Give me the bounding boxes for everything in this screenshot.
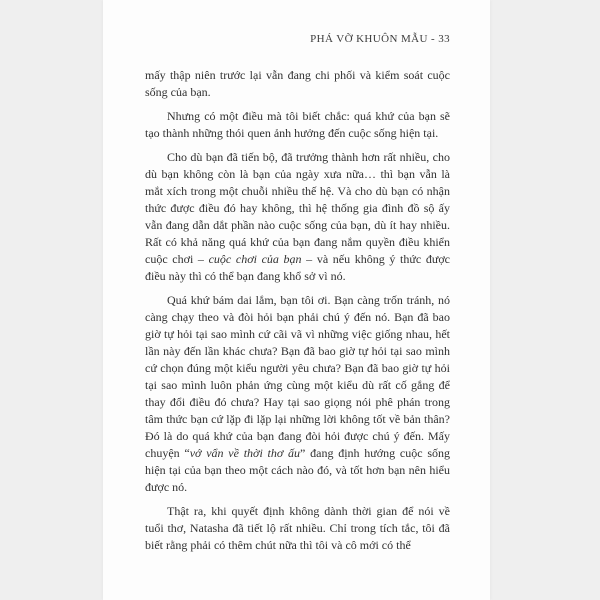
paragraph xyxy=(145,149,450,285)
text-run: Cho dù bạn đã tiến bộ, đã trưởng thành hơn rất nhiều, cho dù bạn không còn là bạn của ngày xưa nữa… thì bạn vẫn là mắt xích trong một chuỗi nhiều thế hệ. Và cho dù bạn có nhận thức được điều đó hay không, thì hệ thống gia đình đồ sộ ấy vẫn đang dẫn dắt phần nào cuộc sống của bạn, dù ít hay nhiều. Rất có khả năng quá khứ của bạn đang nắm quyền điều khiển cuộc chơi – xyxy=(145,150,450,266)
text-run: ” đang định hướng cuộc sống hiện tại của bạn theo một cách nào đó, và tốt hơn bạn nên hiểu được nó. xyxy=(145,446,450,494)
page-body-text xyxy=(145,67,450,554)
italic-text-run: vớ vẩn về thời thơ ấu xyxy=(189,446,301,460)
italic-text-run: cuộc chơi của bạn xyxy=(208,252,302,266)
paragraph xyxy=(145,292,450,496)
text-run: mấy thập niên trước lại vẫn đang chi phối và kiểm soát cuộc sống của bạn. xyxy=(145,68,450,99)
paragraph xyxy=(145,67,450,101)
text-run: Thật ra, khi quyết định không dành thời gian để nói về tuổi thơ, Natasha đã tiết lộ rất nhiều. Chỉ trong tích tắc, tôi đã biết rằng phải có thêm chút nữa thì tôi và cô mới có thể xyxy=(145,504,450,552)
text-run: Nhưng có một điều mà tôi biết chắc: quá khứ của bạn sẽ tạo thành những thói quen ảnh hưởng đến cuộc sống hiện tại. xyxy=(145,109,450,140)
text-run: – và nếu không ý thức được điều này thì có thể bạn đang khổ sở vì nó. xyxy=(145,252,450,283)
text-run: Quá khứ bám dai lắm, bạn tôi ơi. Bạn càng trốn tránh, nó càng chạy theo và đòi hỏi bạn phải chú ý đến nó. Bạn đã bao giờ tự hỏi tại sao mình cứ cãi vã vì những việc giống nhau, hết lần này đến lần khác chưa? Bạn đã bao giờ tự hỏi tại sao mình cứ chọn đúng một kiểu người yêu chưa? Bạn đã bao giờ tự hỏi tại sao mình luôn phản ứng cùng một kiểu dù rất cố gắng để thay đổi điều đó chưa? Hay tại sao giọng nói phê phán trong tâm thức bạn cứ lặp đi lặp lại những lời không tốt về bản thân? Đó là do quá khứ của bạn đang đòi hỏi được chú ý đến. Mấy chuyện “ xyxy=(145,293,450,460)
paragraph xyxy=(145,108,450,142)
running-header: PHÁ VỠ KHUÔN MẪU - 33 xyxy=(310,33,450,45)
paragraph xyxy=(145,503,450,554)
book-page xyxy=(103,0,490,600)
